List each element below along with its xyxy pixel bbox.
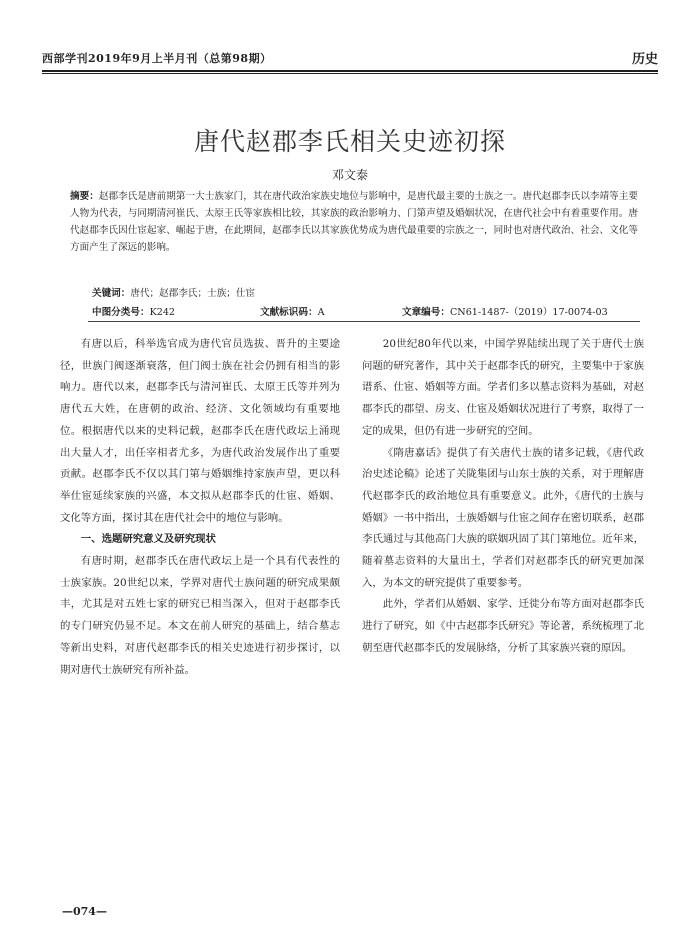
journal-info: 西部学刊2019年9月上半月刊（总第98期） [42, 52, 272, 65]
keywords [92, 286, 638, 302]
keywords-label: 关键词： [92, 288, 131, 299]
header-rule-thin [42, 73, 658, 74]
article-metadata [92, 304, 638, 320]
body-paragraph: 有唐以后，科举选官成为唐代官员选拔、晋升的主要途径，世族门阀逐渐衰落，但门阀士族在社会仍拥有相当的影响力。唐代以来，赵郡李氏与清河崔氏、太原王氏等并列为唐代五大姓，在唐朝的政治、经济、文化领域均有重要地位。根据唐代以来的史料记载，赵郡李氏在唐代政坛上涌现出大量人才，出任宰相者尤多，为唐代政治发展作出了重要贡献。赵郡李氏不仅以其门第与婚姻维持家族声望，更以科举仕宦延续家族的兴盛，本文拟从赵郡李氏的仕宦、婚姻、文化等方面，探讨其在唐代社会中的地位与影响。 [60, 338, 340, 524]
header-rule [42, 70, 658, 72]
section-heading: 一、选题研究意义及研究现状 [80, 533, 216, 546]
abstract-label: 摘要： [70, 191, 99, 202]
clc-value: K242 [149, 307, 176, 318]
page-number: —074— [62, 905, 107, 918]
abstract [70, 188, 638, 256]
metadata-rule [88, 321, 640, 322]
left-column [60, 334, 340, 681]
body-paragraph: 《隋唐嘉话》提供了有关唐代士族的诸多记载，《唐代政治史述论稿》论述了关陇集团与山东士族的关系，对于理解唐代赵郡李氏的政治地位具有重要意义。此外，《唐代的士族与婚姻》一书中指出，士族婚姻与仕宦之间存在密切联系，赵郡李氏通过与其他高门大族的联姻巩固了其门第地位。近年来，随着墓志资料的大量出土，学者们对赵郡李氏的研究更加深入，为本文的研究提供了重要参考。 [362, 446, 644, 589]
body-paragraph: 20世纪80年代以来，中国学界陆续出现了关于唐代士族问题的研究著作，其中关于赵郡李氏的研究，主要集中于家族谱系、仕宦、婚姻等方面。学者们多以墓志资料为基础，对赵郡李氏的郡望、房支、仕宦及婚姻状况进行了考察，取得了一定的成果，但仍有进一步研究的空间。 [362, 338, 644, 437]
body-paragraph: 有唐时期，赵郡李氏在唐代政坛上是一个具有代表性的士族家族。20世纪以来，学界对唐代士族问题的研究成果颇丰，尤其是对五姓七家的研究已相当深入，但对于赵郡李氏的专门研究仍显不足。本文在前人研究的基础上，结合墓志等新出史料，对唐代赵郡李氏的相关史迹进行初步探讨，以期对唐代士族研究有所补益。 [60, 555, 340, 676]
right-column [362, 334, 644, 660]
doc-code-label: 文献标识码： [260, 307, 318, 318]
keywords-text: 唐代；赵郡李氏；士族；仕宦 [130, 288, 256, 299]
article-title: 唐代赵郡李氏相关史迹初探 [193, 127, 506, 156]
abstract-text: 赵郡李氏是唐前期第一大士族家门，其在唐代政治家族史地位与影响中，是唐代最主要的士族之一。唐代赵郡李氏以李靖等主要人物为代表，与同期清河崔氏、太原王氏等家族相比较，其家族的政治影响力、门第声望及婚姻状况，在唐代社会中有着重要作用。唐代赵郡李氏因仕宦起家、崛起于唐，在此期间，赵郡李氏以其家族优势成为唐代最重要的宗族之一，同时也对唐代政治、社会、文化等方面产生了深远的影响。 [70, 191, 639, 253]
running-header [42, 48, 658, 70]
article-no-value: CN61-1487-（2019）17-0074-03 [449, 307, 608, 318]
article-no-label: 文章编号： [402, 307, 450, 318]
article-author: 邓文泰 [331, 168, 368, 182]
section-label: 历史 [631, 52, 658, 67]
doc-code-value: A [317, 307, 325, 318]
body-paragraph: 此外，学者们从婚姻、家学、迁徙分布等方面对赵郡李氏进行了研究，如《中古赵郡李氏研究》等论著，系统梳理了北朝至唐代赵郡李氏的发展脉络，分析了其家族兴衰的原因。 [362, 598, 644, 654]
clc-label: 中图分类号： [92, 307, 150, 318]
